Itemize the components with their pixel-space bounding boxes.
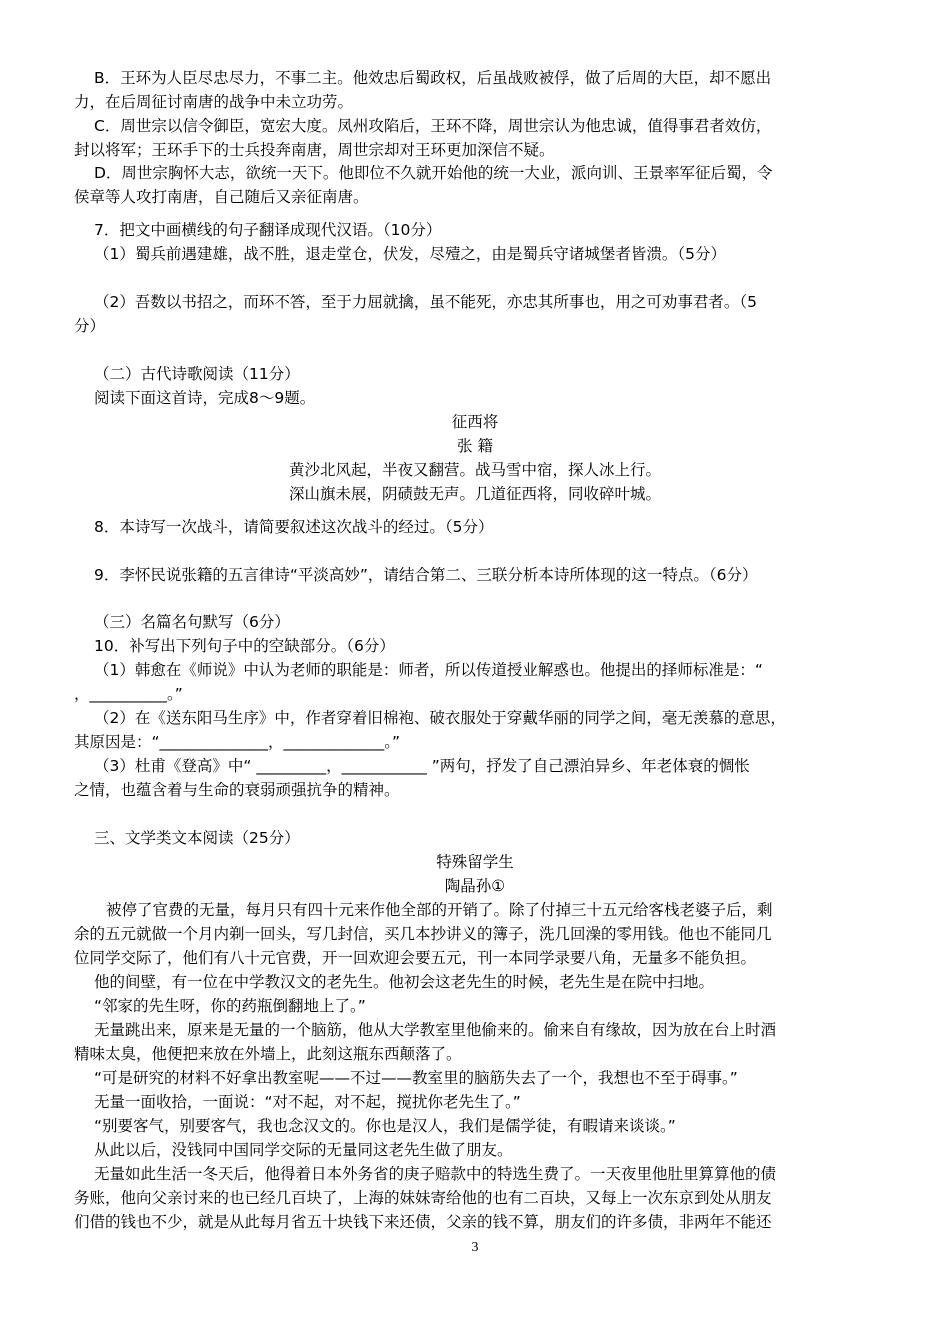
poem-line-1: 黄沙北风起，半夜又翻营。战马雪中宿，探人冰上行。 — [288, 461, 661, 479]
poetry-section-heading: （二）古代诗歌阅读（11分） — [94, 365, 300, 383]
story-paragraph-6: 无量一面收拾，一面说：“对不起，对不起，搅扰你老先生了。” — [94, 1093, 521, 1111]
option-c-line2: 封以将军；王环手下的士兵投奔南唐，周世宗却对王环更加深信不疑。 — [74, 141, 555, 159]
question-10: 10．补写出下列句子中的空缺部分。（6分） — [94, 637, 395, 655]
poetry-instructions: 阅读下面这首诗，完成8～9题。 — [94, 389, 316, 407]
question-7-sentence-2-line2: 分） — [74, 317, 106, 335]
story-author: 陶晶孙① — [444, 877, 506, 895]
option-c-line1: C．周世宗以信令御臣，宽宏大度。凤州攻陷后，王环不降，周世宗认为他忠诚，值得事君者效仿， — [94, 117, 772, 135]
story-paragraph-1-line1: 被停了官费的无量，每月只有四十元来作他全部的开销了。除了付掉三十五元给客栈老婆子后，剩 — [106, 901, 773, 919]
story-title: 特殊留学生 — [436, 853, 514, 871]
question-9: 9．李怀民说张籍的五言律诗“平淡高妙”，请结合第二、三联分析本诗所体现的这一特点。（6分） — [94, 566, 758, 584]
option-d-line1: D．周世宗胸怀大志，欲统一天下。他即位不久就开始他的统一大业，派向训、王景率军征后蜀，令 — [94, 164, 773, 182]
story-paragraph-9-line3: 们借的钱也不少，就是从此每月省五十块钱下来还债，父亲的钱不算，朋友们的许多债，非两年不能还 — [74, 1213, 772, 1231]
poem-title: 征西将 — [451, 413, 499, 431]
question-7-sentence-2-line1: （2）吾数以书招之，而环不答，至于力屈就擒，虽不能死，亦忠其所事也，用之可劝事君者。（5 — [94, 293, 757, 311]
question-10-item-3-line2: 之情，也蕴含着与生命的衰弱顽强抗争的精神。 — [74, 781, 400, 799]
poem-line-2: 深山旗未展，阴碛鼓无声。几道征西将，同收碎叶城。 — [288, 485, 661, 503]
poem-author: 张 籍 — [457, 437, 493, 455]
story-paragraph-8: 从此以后，没钱同中国同学交际的无量同这老先生做了朋友。 — [94, 1141, 513, 1159]
option-b-line2: 力，在后周征讨南唐的战争中未立功劳。 — [74, 93, 354, 111]
story-paragraph-1-line2: 余的五元就做一个月内剃一回头，写几封信，买几本抄讲义的簿子，洗几回澡的零用钱。他也不能同几 — [74, 925, 772, 943]
story-paragraph-7: “别要客气，别要客气，我也念汉文的。你也是汉人，我们是儒学徒，有暇请来谈谈。” — [94, 1117, 676, 1135]
story-paragraph-4-line1: 无量跳出来，原来是无量的一个脑筋，他从大学教室里他偷来的。偷来自有缘故，因为放在台上时酒 — [94, 1021, 777, 1039]
recitation-section-heading: （三）名篇名句默写（6分） — [94, 613, 290, 631]
question-10-item-1-line2: ，__________。” — [74, 685, 183, 703]
story-paragraph-3: “邻家的先生呀，你的药瓶倒翻地上了。” — [94, 997, 366, 1015]
question-8: 8．本诗写一次战斗，请简要叙述这次战斗的经过。（5分） — [94, 518, 494, 536]
question-10-item-2-line2: 其原因是：“______________，_____________。” — [74, 733, 401, 751]
question-10-item-2-line1: （2）在《送东阳马生序》中，作者穿着旧棉袍、破衣服处于穿戴华丽的同学之间，毫无羡慕的意思， — [94, 709, 786, 727]
literary-section-heading: 三、文学类文本阅读（25分） — [94, 829, 300, 847]
story-paragraph-9-line1: 无量如此生活一冬天后，他得着日本外务省的庚子赔款中的特选生费了。一天夜里他肚里算算他的债 — [94, 1165, 777, 1183]
option-b-line1: B．王环为人臣尽忠尽力，不事二主。他效忠后蜀政权，后虽战败被俘，做了后周的大臣，却不愿出 — [94, 69, 772, 87]
question-7-sentence-1: （1）蜀兵前遇建雄，战不胜，退走堂仓，伏发，尽殪之，由是蜀兵守诸城堡者皆溃。（5分） — [94, 245, 726, 263]
story-paragraph-5: “可是研究的材料不好拿出教室呢——不过——教室里的脑筋失去了一个，我想也不至于碍事。” — [94, 1069, 738, 1087]
option-d-line2: 侯章等人攻打南唐，自己随后又亲征南唐。 — [74, 188, 369, 206]
story-paragraph-1-line3: 位同学交际了，他们有八十元官费，开一回欢迎会要五元，刊一本同学录要八角，无量多不能负担。 — [74, 949, 757, 967]
page-number: 3 — [471, 1240, 479, 1255]
question-10-item-1-line1: （1）韩愈在《师说》中认为老师的职能是：师者，所以传道授业解惑也。他提出的择师标准是：“ — [94, 661, 763, 679]
question-10-item-3-line1: （3）杜甫《登高》中“ _________，___________ ”两句，抒发了自己漂泊异乡、年老体衰的惆怅 — [94, 757, 750, 775]
story-paragraph-4-line2: 精味太臭，他便把来放在外墙上，此刻这瓶东西颠落了。 — [74, 1045, 462, 1063]
question-7-title: 7．把文中画横线的句子翻译成现代汉语。（10分） — [94, 221, 442, 239]
story-paragraph-9-line2: 务账，他向父亲讨来的也已经几百块了，上海的妹妹寄给他的也有二百块，又每上一次东京到处从朋友 — [74, 1189, 772, 1207]
story-paragraph-2: 他的间壁，有一位在中学教汉文的老先生。他初会这老先生的时候，老先生是在院中扫地。 — [94, 973, 715, 991]
